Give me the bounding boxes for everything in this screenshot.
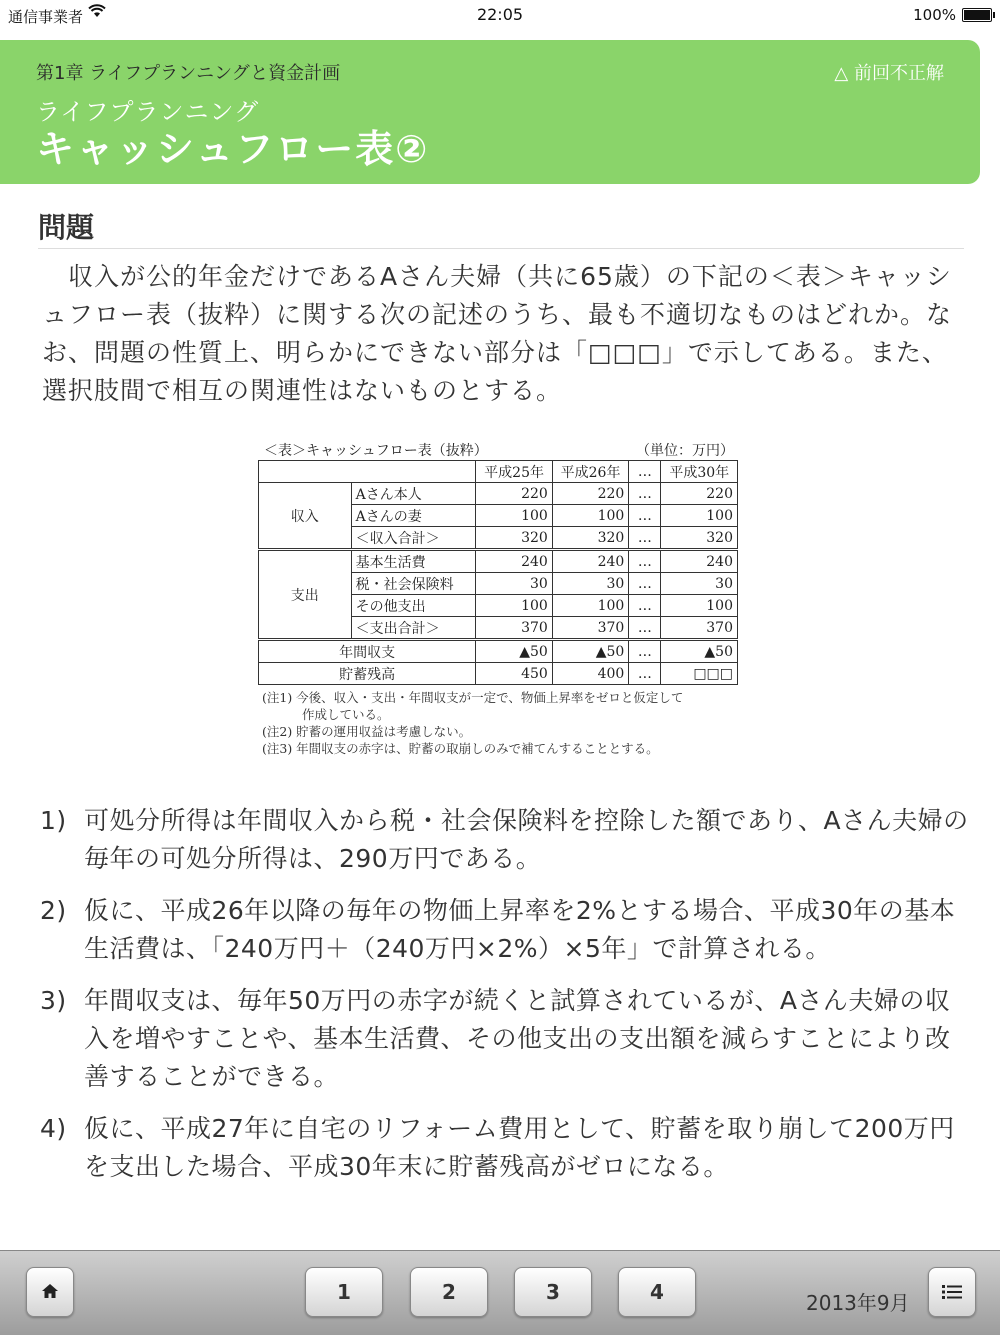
option-text: 可処分所得は年間収入から税・社会保険料を控除した額であり、Aさん夫婦の毎年の可処分所得は、290万円である。 bbox=[84, 806, 969, 873]
table-cell: ▲50 bbox=[476, 640, 552, 663]
list-icon bbox=[942, 1280, 962, 1304]
table-cell: 220 bbox=[552, 483, 628, 505]
column-header: 平成30年 bbox=[661, 461, 738, 483]
table-cell: 320 bbox=[552, 527, 628, 550]
table-cell: … bbox=[629, 527, 661, 550]
option-number: 3) bbox=[40, 986, 67, 1015]
row-label: Aさんの妻 bbox=[351, 505, 476, 527]
table-cell: 370 bbox=[552, 617, 628, 640]
answer-option-4 bbox=[40, 1110, 970, 1186]
table-cell: 220 bbox=[661, 483, 738, 505]
note-line: 作成している。 bbox=[302, 707, 390, 722]
table-cell: 30 bbox=[661, 573, 738, 595]
table-cell: 100 bbox=[661, 595, 738, 617]
page-title: キャッシュフロー表② bbox=[36, 127, 430, 171]
table-cell: 240 bbox=[552, 550, 628, 573]
option-number: 2) bbox=[40, 896, 67, 925]
row-label: ＜支出合計＞ bbox=[351, 617, 476, 640]
question-text: 収入が公的年金だけであるAさん夫婦（共に65歳）の下記の＜表＞キャッシュフロー表（抜粋）に関する次の記述のうち、最も不適切なものはどれか。なお、問題の性質上、明らかにできない部分は「□□□」で示してある。また、選択肢間で相互の関連性はないものとする。 bbox=[42, 262, 953, 405]
divider bbox=[38, 248, 964, 249]
chapter-label: 第1章 ライフプランニングと資金計画 bbox=[36, 63, 341, 84]
table-unit: （単位：万円） bbox=[636, 443, 734, 459]
option-text: 年間収支は、毎年50万円の赤字が続くと試算されているが、Aさん夫婦の収入を増やすことや、基本生活費、その他支出の支出額を減らすことにより改善することができる。 bbox=[84, 986, 951, 1091]
row-label: 年間収支 bbox=[259, 640, 476, 663]
question-heading: 問題 bbox=[38, 211, 95, 244]
table-cell: 450 bbox=[476, 663, 552, 685]
bottom-toolbar bbox=[0, 1250, 1000, 1335]
lesson-header bbox=[0, 40, 980, 184]
option-text: 仮に、平成26年以降の毎年の物価上昇率を2%とする場合、平成30年の基本生活費は、「240万円＋（240万円×2%）×5年」で計算される。 bbox=[84, 896, 956, 963]
table-cell: 100 bbox=[552, 595, 628, 617]
note-line: (注1) 今後、収入・支出・年間収支が一定で、物価上昇率をゼロと仮定して bbox=[262, 690, 684, 705]
table-cell: … bbox=[629, 483, 661, 505]
carrier-name: 通信事業者 bbox=[8, 8, 84, 26]
menu-button[interactable] bbox=[928, 1267, 976, 1317]
table-cell: 30 bbox=[476, 573, 552, 595]
table-cell: 220 bbox=[476, 483, 552, 505]
battery-icon bbox=[962, 8, 992, 22]
row-label: その他支出 bbox=[351, 595, 476, 617]
answer-option-1 bbox=[40, 802, 970, 878]
table-cell: 240 bbox=[476, 550, 552, 573]
table-cell: 370 bbox=[476, 617, 552, 640]
battery-percent: 100% bbox=[913, 6, 956, 24]
column-header: 平成25年 bbox=[476, 461, 552, 483]
home-icon bbox=[41, 1280, 59, 1304]
table-cell: 240 bbox=[661, 550, 738, 573]
answer-button-3[interactable]: 3 bbox=[514, 1267, 592, 1317]
table-header-row bbox=[259, 461, 738, 483]
previous-wrong-indicator[interactable]: △ 前回不正解 bbox=[834, 63, 944, 84]
note-line: (注3) 年間収支の赤字は、貯蓄の取崩しのみで補てんすることとする。 bbox=[262, 741, 659, 756]
table-cell: … bbox=[629, 505, 661, 527]
table-cell: … bbox=[629, 663, 661, 685]
option-text: 仮に、平成27年に自宅のリフォーム費用として、貯蓄を取り崩して200万円を支出した場合、平成30年末に貯蓄残高がゼロになる。 bbox=[84, 1114, 955, 1181]
status-bar bbox=[0, 0, 1000, 30]
table-cell: … bbox=[629, 595, 661, 617]
table-cell: ▲50 bbox=[552, 640, 628, 663]
answer-option-3 bbox=[40, 982, 970, 1096]
table-cell: ▲50 bbox=[661, 640, 738, 663]
table-cell: … bbox=[629, 640, 661, 663]
option-number: 4) bbox=[40, 1114, 67, 1143]
row-group-label: 支出 bbox=[259, 550, 352, 640]
table-cell: 30 bbox=[552, 573, 628, 595]
table-cell: □□□ bbox=[661, 663, 738, 685]
answer-button-1[interactable]: 1 bbox=[305, 1267, 383, 1317]
table-cell: 100 bbox=[552, 505, 628, 527]
table-cell: 400 bbox=[552, 663, 628, 685]
answer-option-2 bbox=[40, 892, 970, 968]
table-cell: 100 bbox=[476, 505, 552, 527]
table-cell: 100 bbox=[476, 595, 552, 617]
section-subtitle: ライフプランニング bbox=[36, 98, 260, 126]
note-line: (注2) 貯蓄の運用収益は考慮しない。 bbox=[262, 724, 472, 739]
table-cell: 320 bbox=[476, 527, 552, 550]
cash-flow-table bbox=[258, 460, 738, 685]
home-button[interactable] bbox=[26, 1267, 74, 1317]
clock: 22:05 bbox=[476, 5, 524, 24]
table-row bbox=[259, 550, 738, 573]
cash-flow-figure bbox=[258, 438, 738, 757]
row-label: ＜収入合計＞ bbox=[351, 527, 476, 550]
table-cell: 370 bbox=[661, 617, 738, 640]
answer-button-2[interactable]: 2 bbox=[410, 1267, 488, 1317]
table-row bbox=[259, 640, 738, 663]
exam-date-label: 2013年9月 bbox=[806, 1291, 910, 1315]
option-number: 1) bbox=[40, 806, 67, 835]
table-cell: … bbox=[629, 573, 661, 595]
table-row bbox=[259, 663, 738, 685]
row-label: 基本生活費 bbox=[351, 550, 476, 573]
column-header: 平成26年 bbox=[552, 461, 628, 483]
row-label: 税・社会保険料 bbox=[351, 573, 476, 595]
answer-options bbox=[40, 802, 970, 1200]
column-header: … bbox=[629, 461, 661, 483]
answer-button-4[interactable]: 4 bbox=[618, 1267, 696, 1317]
table-caption: ＜表＞キャッシュフロー表（抜粋） bbox=[264, 443, 488, 459]
row-label: Aさん本人 bbox=[351, 483, 476, 505]
table-cell: … bbox=[629, 550, 661, 573]
table-cell: 100 bbox=[661, 505, 738, 527]
row-group-label: 収入 bbox=[259, 483, 352, 550]
table-notes bbox=[258, 689, 738, 757]
table-cell: … bbox=[629, 617, 661, 640]
table-cell: 320 bbox=[661, 527, 738, 550]
row-label: 貯蓄残高 bbox=[259, 663, 476, 685]
table-row bbox=[259, 483, 738, 505]
